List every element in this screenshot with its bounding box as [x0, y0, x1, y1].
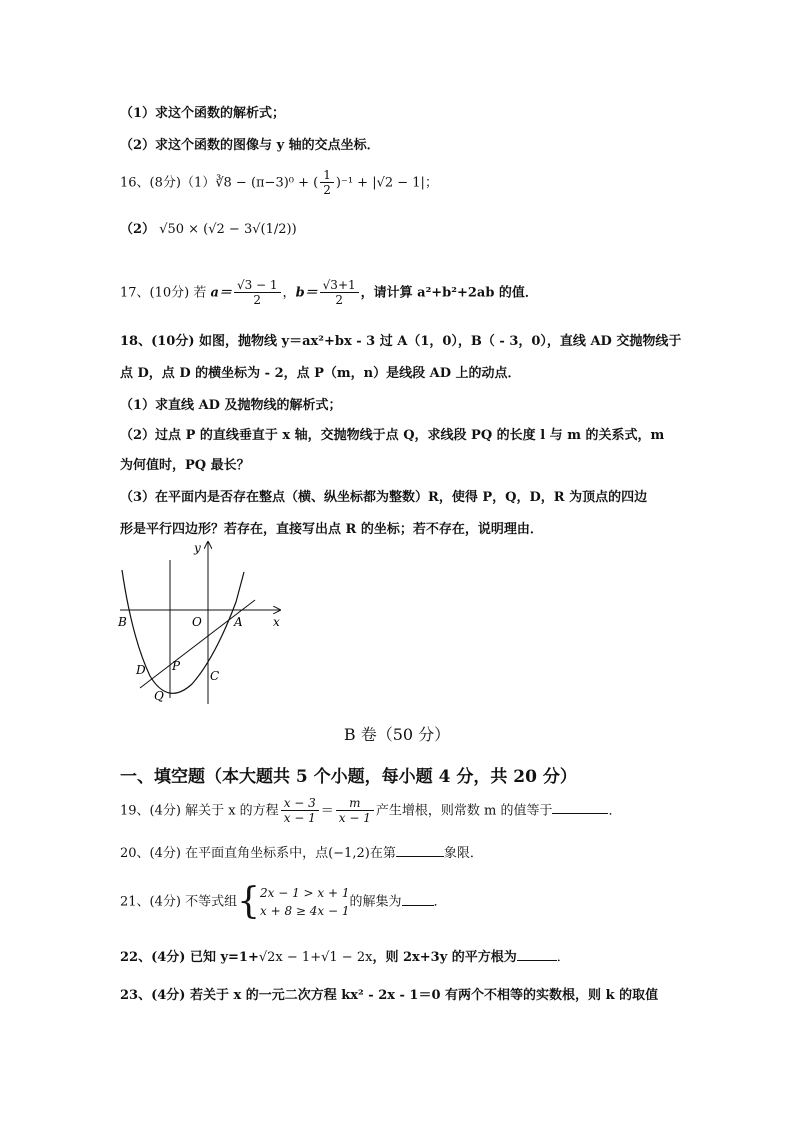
q19-frac1 — [281, 796, 319, 826]
q17-b-frac — [320, 278, 359, 308]
q20-end: 象限． — [443, 846, 483, 861]
frac-den: 2 — [253, 293, 262, 308]
q20 — [120, 846, 483, 862]
q22-root2: √1 − 2x — [321, 950, 373, 965]
q20-point: (−1,2) — [328, 846, 370, 861]
q19-eq: ＝ — [320, 803, 334, 819]
q22-head: 22、(4分) 已知 y=1+ — [120, 950, 259, 965]
q22-tail: ，则 2x+3y 的平方根为 — [372, 950, 517, 965]
q17 — [120, 278, 538, 308]
frac-den: x − 1 — [283, 811, 316, 826]
q16-head: 16、(8分)（1） — [120, 175, 216, 191]
q18-line4: （2）过点 P 的直线垂直于 x 轴，交抛物线于点 Q，求线段 PQ 的长度 l 与 m 的关系式，m — [120, 428, 665, 443]
q17-head: 17、(10分) 若 — [120, 285, 211, 301]
q18-line5: 为何值时，PQ 最长？ — [120, 458, 250, 473]
section-b-title: B 卷（50 分） — [343, 725, 451, 744]
q17-a-label: a＝ — [210, 285, 232, 301]
frac-num: 1 — [320, 168, 334, 183]
q15-part1: （1）求这个函数的解析式； — [120, 106, 286, 121]
q16-expr1: ∛8 − (π−3)⁰ + ( — [215, 175, 319, 191]
section-b-heading: 一、填空题（本大题共 5 个小题，每小题 4 分，共 20 分） — [120, 767, 577, 787]
q17-a-frac — [234, 278, 281, 308]
inequality-row: x + 8 ≥ 4x − 1 — [260, 904, 350, 918]
frac-num: √3 − 1 — [234, 278, 281, 293]
parabola-figure — [110, 538, 300, 708]
q19-tail: 产生增根，则常数 m 的值等于 — [375, 803, 553, 819]
q18-line1: 18、(10分) 如图，抛物线 y＝ax²+bx - 3 过 A（1，0），B（ - 3，0），直线 AD 交抛物线于 — [120, 334, 682, 349]
frac-num: x − 3 — [281, 796, 319, 811]
q16-p2-expr: √50 × (√2 − 3√(1/2)) — [159, 222, 297, 237]
q16-part1 — [120, 168, 438, 198]
q16-half — [320, 168, 334, 198]
frac-den: x − 1 — [338, 811, 371, 826]
q18-line6: （3）在平面内是否存在整点（横、纵坐标都为整数）R，使得 P，Q，D，R 为顶点的四边 — [120, 490, 648, 505]
label-x: x — [273, 615, 280, 629]
answer-blank[interactable] — [402, 905, 434, 906]
q21-head: 21、(4分) 不等式组 — [120, 894, 238, 910]
q18-line3: （1）求直线 AD 及抛物线的解析式； — [120, 398, 342, 413]
frac-den: 2 — [335, 293, 343, 308]
label-d: D — [136, 663, 146, 677]
line-ad — [140, 600, 255, 688]
q19 — [120, 796, 622, 826]
q17-b-label: b＝ — [295, 285, 318, 301]
q19-end: ． — [608, 803, 622, 819]
q17-tail: ，请计算 a²+b²+2ab 的值． — [360, 285, 538, 301]
q19-head: 19、(4分) 解关于 x 的方程 — [120, 803, 279, 819]
q15-part2: （2）求这个函数的图像与 y 轴的交点坐标． — [120, 138, 380, 153]
frac-den: 2 — [323, 183, 331, 198]
inequality-system — [260, 884, 350, 920]
q19-frac2 — [336, 796, 374, 826]
q18-line7: 形是平行四边形？若存在，直接写出点 R 的坐标；若不存在，说明理由． — [120, 522, 543, 537]
q22-root1: √2x − 1 — [258, 950, 311, 965]
q16-expr1b: )⁻¹ + |√2 − 1| — [335, 175, 425, 191]
q21 — [120, 881, 447, 922]
q22-plus: + — [310, 950, 322, 965]
label-c: C — [210, 669, 220, 683]
q17-comma: ， — [282, 285, 296, 301]
answer-blank[interactable] — [396, 856, 444, 857]
q22-end: ． — [556, 950, 570, 965]
q22 — [120, 950, 570, 966]
label-y: y — [194, 541, 201, 555]
brace-icon: { — [237, 881, 260, 922]
label-a: A — [234, 615, 243, 629]
frac-num: m — [336, 796, 374, 811]
q16-p2-label: （2） — [120, 222, 156, 237]
q16-part2 — [120, 222, 297, 238]
label-p: P — [172, 659, 181, 673]
frac-num: √3+1 — [320, 278, 359, 293]
q23: 23、(4分) 若关于 x 的一元二次方程 kx² - 2x - 1＝0 有两个不相等的实数根，则 k 的取值 — [120, 988, 659, 1003]
q20-head: 20、(4分) 在平面直角坐标系中，点 — [120, 846, 329, 861]
q20-mid: 在第 — [369, 846, 396, 861]
q18-line2: 点 D，点 D 的横坐标为 - 2，点 P（m，n）是线段 AD 上的动点． — [120, 366, 521, 381]
q16-tail: ； — [424, 175, 438, 191]
answer-blank[interactable] — [552, 813, 608, 814]
inequality-row: 2x − 1 > x + 1 — [260, 886, 350, 900]
answer-blank[interactable] — [517, 960, 557, 961]
q21-end: ． — [433, 894, 447, 910]
label-b: B — [118, 615, 127, 629]
q21-tail: 的解集为 — [349, 894, 402, 910]
label-q: Q — [154, 689, 164, 703]
label-o: O — [192, 615, 202, 629]
